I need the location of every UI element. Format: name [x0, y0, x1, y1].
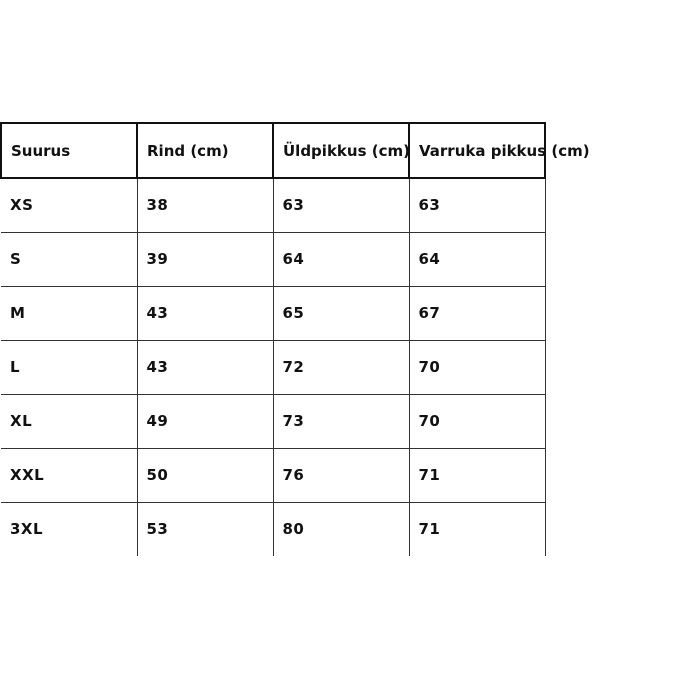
cell-total-length: 76: [273, 448, 409, 502]
cell-chest: 49: [137, 394, 273, 448]
header-total-length: Üldpikkus (cm): [283, 141, 410, 160]
cell-sleeve-length: 70: [409, 340, 545, 394]
cell-sleeve-length: 70: [409, 394, 545, 448]
table-row: [1, 232, 545, 286]
cell-chest: 38: [137, 178, 273, 232]
cell-size: XL: [1, 394, 137, 448]
cell-chest: 39: [137, 232, 273, 286]
table-row: [1, 340, 545, 394]
table-row: [1, 448, 545, 502]
cell-size: XS: [1, 178, 137, 232]
cell-sleeve-length: 64: [409, 232, 545, 286]
cell-total-length: 64: [273, 232, 409, 286]
size-table: [0, 122, 590, 556]
header-size: Suurus: [11, 141, 71, 160]
header-cell-size: [1, 123, 137, 178]
cell-size: M: [1, 286, 137, 340]
cell-total-length: 72: [273, 340, 409, 394]
header-chest: Rind (cm): [147, 141, 229, 160]
cell-chest: 53: [137, 502, 273, 556]
cell-total-length: 65: [273, 286, 409, 340]
cell-chest: 50: [137, 448, 273, 502]
header-sleeve-length: Varruka pikkus (cm): [419, 141, 590, 160]
cell-sleeve-length: 67: [409, 286, 545, 340]
header-cell-chest: [137, 123, 273, 178]
table-row: [1, 178, 545, 232]
cell-total-length: 63: [273, 178, 409, 232]
cell-size: L: [1, 340, 137, 394]
cell-size: 3XL: [1, 502, 137, 556]
cell-sleeve-length: 63: [409, 178, 545, 232]
cell-total-length: 80: [273, 502, 409, 556]
cell-size: XXL: [1, 448, 137, 502]
table-row: [1, 394, 545, 448]
table-header-row: [1, 123, 545, 178]
cell-size: S: [1, 232, 137, 286]
header-cell-sleeve-length: [409, 123, 590, 178]
cell-chest: 43: [137, 286, 273, 340]
cell-sleeve-length: 71: [409, 502, 545, 556]
header-cell-total-length: [273, 123, 409, 178]
cell-chest: 43: [137, 340, 273, 394]
table-row: [1, 286, 545, 340]
cell-total-length: 73: [273, 394, 409, 448]
cell-sleeve-length: 71: [409, 448, 545, 502]
table-row: [1, 502, 545, 556]
